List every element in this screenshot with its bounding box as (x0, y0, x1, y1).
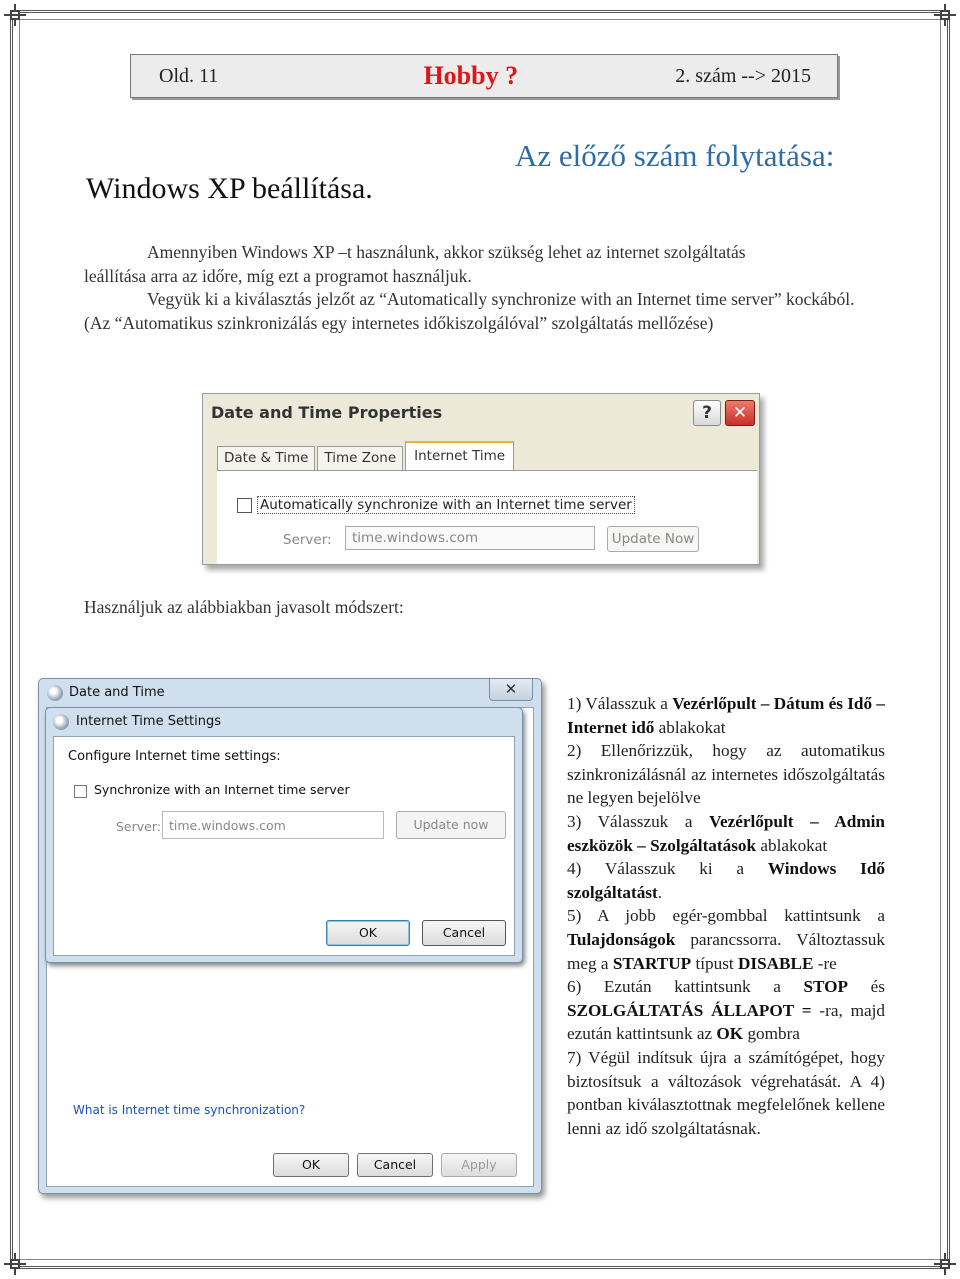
sync-checkbox-label[interactable]: Automatically synchronize with an Internet time server (257, 496, 635, 514)
update-now-button[interactable]: Update now (396, 811, 506, 839)
step-5: 5) A jobb egér-gombbal kattintsunk a Tulajdonságok parancssorra. Változtassuk meg a STARTUP típust DISABLE -re (567, 906, 885, 973)
outer-apply-button[interactable]: Apply (441, 1153, 517, 1177)
corner-ornament-icon (4, 4, 26, 26)
xp-dialog-screenshot (202, 393, 760, 565)
intro-line-1: Amennyiben Windows XP –t használunk, akkor szükség lehet az internet szolgáltatás (147, 242, 746, 262)
corner-ornament-icon (934, 4, 956, 26)
sync-checkbox-label[interactable]: Synchronize with an Internet time server (94, 782, 350, 797)
step-6: 6) Ezután kattintsunk a STOP és SZOLGÁLTATÁS ÁLLAPOT = -ra, majd ezután kattintsunk az OK gombra (567, 977, 885, 1044)
help-link[interactable]: What is Internet time synchronization? (73, 1103, 306, 1117)
page-header (130, 54, 838, 98)
close-icon[interactable]: ✕ (725, 400, 755, 426)
intro-line-2: leállítása arra az időre, míg ezt a programot használjuk. (84, 265, 472, 286)
tab-internet-time[interactable]: Internet Time (405, 441, 514, 470)
step-7: 7) Végül indítsuk újra a számítógépet, hogy biztosítsuk a változások végrehatását. A 4) pontban kiválasztottnak megfelelőnek kellene lenni az idő szolgáltatásnak. (567, 1047, 885, 1138)
win7-internet-time-settings (45, 707, 523, 963)
magazine-name: Hobby ? (423, 61, 519, 90)
xp-tab-bar (217, 442, 516, 470)
page-number: Old. 11 (159, 64, 219, 87)
step-4: 4) Válasszuk ki a Windows Idő szolgáltatást. (567, 859, 885, 902)
intro-text (84, 241, 864, 336)
help-icon[interactable]: ? (693, 400, 721, 426)
corner-ornament-icon (934, 1253, 956, 1275)
xp-dialog-title: Date and Time Properties (211, 403, 443, 422)
article-subtitle: Az előző szám folytatása: (515, 138, 835, 173)
corner-ornament-icon (4, 1253, 26, 1275)
close-icon[interactable]: ✕ (489, 679, 533, 701)
issue-number: 2. szám --> 2015 (675, 64, 811, 87)
sync-checkbox[interactable] (74, 785, 87, 798)
server-label: Server: (283, 532, 332, 548)
server-input[interactable]: time.windows.com (162, 811, 384, 839)
server-input[interactable]: time.windows.com (345, 526, 595, 550)
intro-paragraph-2: Vegyük ki a kiválasztás jelzőt az “Automatically synchronize with an Internet time server” kockából. (Az “Automatikus szinkronizálás egy internetes időkiszolgálóval” szolgáltatás mellőzése) (84, 289, 855, 334)
inner-cancel-button[interactable]: Cancel (422, 920, 506, 946)
method-intro: Használjuk az alábbiakban javasolt módszert: (84, 597, 404, 617)
inner-ok-button[interactable]: OK (326, 920, 410, 946)
article-title: Windows XP beállítása. (86, 172, 373, 205)
step-1: 1) Válasszuk a Vezérlőpult – Dátum és Idő – Internet idő ablakokat (567, 694, 885, 737)
xp-titlebar (203, 394, 759, 432)
win7-dialog-screenshot (38, 678, 542, 1194)
tab-time-zone[interactable]: Time Zone (317, 446, 403, 470)
xp-tab-panel (217, 470, 757, 565)
update-now-button[interactable]: Update Now (607, 526, 699, 552)
clock-icon (53, 714, 69, 730)
sync-checkbox[interactable] (237, 498, 252, 513)
step-3: 3) Válasszuk a Vezérlőpult – Admin eszközök – Szolgáltatások ablakokat (567, 811, 885, 855)
steps-list (567, 692, 885, 1140)
outer-cancel-button[interactable]: Cancel (357, 1153, 433, 1177)
win7-outer-title: Date and Time (69, 685, 165, 700)
win7-inner-title: Internet Time Settings (76, 714, 222, 729)
outer-ok-button[interactable]: OK (273, 1153, 349, 1177)
server-label: Server: (116, 819, 161, 834)
win7-inner-body (53, 736, 515, 956)
step-2: 2) Ellenőrizzük, hogy az automatikus szinkronizálásnál az internetes időszolgáltatás ne legyen bejelölve (567, 741, 885, 808)
tab-date-time[interactable]: Date & Time (217, 446, 315, 470)
clock-icon (47, 685, 63, 701)
configure-label: Configure Internet time settings: (68, 749, 281, 764)
